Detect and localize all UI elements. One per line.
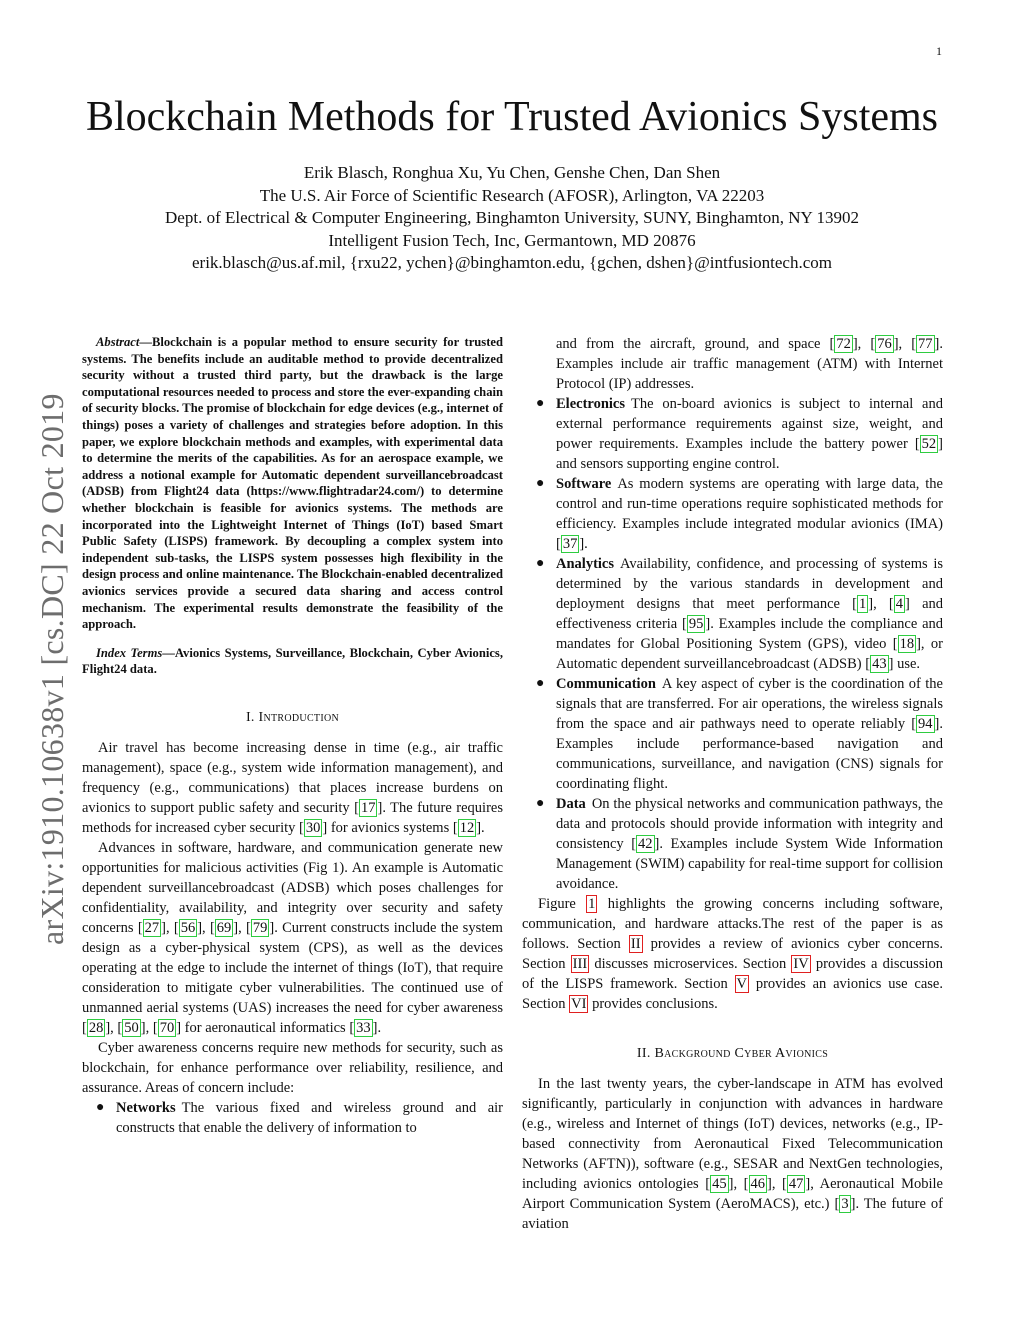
text-run: . The future requires methods for increased cyber security	[82, 799, 503, 836]
text-run: use.	[893, 656, 921, 672]
text-run: . Examples include the compliance and mandates for Global Positioning System (GPS), video	[556, 616, 944, 652]
text-run: and effectiveness criteria	[556, 596, 944, 632]
citation-link[interactable]: 1	[859, 596, 867, 612]
citation-link[interactable]: 52	[921, 436, 937, 452]
index-terms-label: Index Terms	[96, 645, 163, 660]
citation-link[interactable]: 45	[712, 1176, 727, 1192]
citation-link[interactable]: 69	[216, 919, 232, 936]
text-run: and from the aircraft, ground, and space	[556, 336, 830, 352]
index-terms-text: —Avionics Systems, Surveillance, Blockchain, Cyber Avionics, Flight24 data.	[82, 645, 503, 677]
list-item-text: The various fixed and wireless ground and air constructs that enable the delivery of information to	[116, 1099, 503, 1136]
bullet-icon: ●	[536, 556, 545, 571]
text-run: Advances in software, hardware, and communication generate new opportunities for malicious activities (Fig 1). An example is Automatic dependent surveillancebroadcast (ADSB) which poses challenges for confidentiality, availability, and integrity over security and safety concerns	[82, 839, 503, 936]
bullet-icon: ●	[536, 476, 545, 491]
text-run: . The future of aviation	[522, 1196, 944, 1232]
intro-paragraph-3: Cyber awareness concerns require new methods for security, such as blockchain, for enhance performance over reliability, resilience, and assurance. Areas of concern include:	[82, 1039, 503, 1096]
citation-link[interactable]: 43	[872, 656, 887, 672]
citation-link[interactable]: 72	[836, 336, 851, 352]
background-paragraph-1: In the last twenty years, the cyber-landscape in ATM has evolved significantly, particularly in conjunction with advances in hardware (e.g., wireless and Internet of things (IoT) devices, networks (e.g., IP-based connectivity from Aeronautical Fixed Telecommunication Networks (AFTN)), software (e.g., SESAR and NextGen technologies, including avionics ontologies [ 45 ], [ 46 ], [ 47 ], Aeronautical Mobile Airport Communication System (AeroMACS), etc.) [ 3 ]. The future of aviation	[522, 1076, 944, 1232]
text-run: As modern systems are operating with large data, the control and run-time operations require sophisticated methods for efficiency. Examples include integrated modular avionics (IMA)	[556, 476, 943, 532]
citation-link[interactable]: 12	[459, 819, 475, 836]
text-run: . Current constructs include the system design as a cyber-physical system (CPS), as well as the devices operating at the edge to include the internet of things (IoT), that require consideration to mitigate cyber vulnerabilities. The continued use of unmanned aerial systems (UAS) increases the need for cyber awareness	[82, 919, 503, 1016]
intro-paragraph-1: Air travel has become increasing dense in time (e.g., air traffic management), space (e.g., system wide information management), and frequency (e.g., communications) that places increase burdens on avionics to support public safety and security [ 17 ]. The future requires methods for increased cyber security [ 30 ] for avionics systems [ 12 ].	[82, 739, 503, 836]
list-item-data: ● Data On the physical networks and communication pathways, the data and protocols should provide information with integrity and consistency [ 42 ]. Examples include System Wide Information Management (SWIM) capability for real-time support for collision avoidance.	[536, 796, 944, 892]
affiliation-c: Intelligent Fusion Tech, Inc, Germantown, MD 20876	[328, 230, 696, 250]
bullet-icon: ●	[536, 796, 545, 811]
left-column	[82, 334, 503, 1138]
list-item-label: Electronics	[556, 396, 625, 412]
citation-link[interactable]: 33	[356, 1019, 371, 1036]
section-title: Background Cyber Avionics	[654, 1046, 829, 1061]
citation-link[interactable]: 42	[638, 836, 653, 852]
section-link[interactable]: II	[630, 936, 641, 952]
bullet-icon: ●	[536, 396, 545, 411]
list-item-label: Networks	[116, 1099, 176, 1116]
index-terms	[82, 645, 503, 678]
outline-paragraph	[522, 894, 943, 1014]
concern-list	[82, 1098, 503, 1138]
affiliation-b: Dept. of Electrical & Computer Engineering, Binghamton University, SUNY, Binghamton, NY 13902	[165, 208, 859, 227]
bullet-icon: ●	[96, 1099, 105, 1115]
text-run: . Examples include performance-based navigation and communications, surveillance, and navigation (CNS) signals for coordinating flight.	[556, 716, 943, 792]
citation-link[interactable]: 94	[918, 716, 933, 732]
text-run: Availability, confidence, and processing of systems is determined by the various standards in development and deployment designs that meet performance	[556, 556, 943, 612]
page-number: 1	[936, 44, 942, 58]
citation-link[interactable]: 4	[895, 596, 904, 612]
citation-link[interactable]: 56	[180, 919, 196, 936]
citation-link[interactable]: 17	[360, 799, 376, 816]
text-run: Figure	[538, 896, 587, 912]
citation-link[interactable]: 37	[562, 536, 578, 552]
bullet-icon: ●	[536, 676, 545, 691]
list-item-label: Software	[556, 476, 612, 492]
section-heading-background	[522, 1044, 943, 1064]
text-run: provides a review of avionics cyber concerns. Section	[522, 936, 943, 972]
citation-link[interactable]: 77	[918, 336, 933, 352]
concern-list-continued	[522, 334, 943, 894]
list-item-label: Communication	[556, 676, 656, 692]
list-item-analytics: ● Analytics Availability, confidence, and processing of systems is determined by the various standards in development and deployment designs that meet performance [ 1 ], [ 4 ] and effectiveness criteria [ 95 ]. Examples include the compliance and mandates for Global Positioning System (GPS), video [ 18 ], or Automatic dependent surveillancebroadcast (ADSB) [ 43 ] use.	[536, 556, 944, 672]
citation-link[interactable]: 70	[159, 1019, 175, 1036]
list-item-electronics: ● Electronics The on-board avionics is subject to internal and external performance requirements against size, weight, and power requirements. Examples include the battery power [ 52 ] and sensors supporting engine control.	[536, 396, 943, 472]
text-run: and sensors supporting engine control.	[556, 456, 780, 472]
list-item-communication: ● Communication A key aspect of cyber is the coordination of the signals that are transferred. For air operations, the wireless signals from the space and air pathways need to operate reliably [ 94 ]. Examples include performance-based navigation and communications, surveillance, and navigation (CNS) signals for coordinating flight.	[536, 676, 943, 792]
citation-link[interactable]: 95	[688, 616, 704, 632]
section-link[interactable]: VI	[571, 996, 587, 1012]
list-item-networks	[82, 1098, 503, 1138]
text-run: provides an avionics use case. Section	[522, 976, 943, 1012]
text-run: A key aspect of cyber is the coordination of the signals that are transferred. For air operations, the wireless signals from the space and air pathways need to operate reliably	[556, 676, 943, 732]
text-run: for aeronautical informatics	[181, 1019, 350, 1036]
section-number: I.	[245, 709, 259, 725]
section-heading-introduction	[82, 708, 503, 728]
citation-link[interactable]: 28	[88, 1019, 104, 1036]
text-run: , or Automatic dependent surveillancebroadcast (ADSB)	[556, 636, 943, 672]
text-run: provides a discussion of the LISPS framework. Section	[522, 956, 943, 992]
citation-link[interactable]: 76	[877, 336, 892, 352]
section-title: Introduction	[258, 709, 340, 725]
citation-link[interactable]: 50	[124, 1019, 139, 1036]
list-item-networks-continued: and from the aircraft, ground, and space [ 72 ], [ 76 ], [ 77 ]. Examples include air traffic management (ATM) with Internet Protocol (IP) addresses.	[556, 336, 943, 392]
citation-link[interactable]: 18	[899, 636, 915, 652]
abstract	[82, 334, 503, 633]
text-run: highlights the growing concerns including software, communication, and hardware attacks.The rest of the paper is as follows. Section	[522, 896, 944, 952]
intro-paragraph-2: Advances in software, hardware, and communication generate new opportunities for malicious activities (Fig 1). An example is Automatic dependent surveillancebroadcast (ADSB) which poses challenges for confidentiality, availability, and integrity over security and safety concerns [ 27 ], [ 56 ], [ 69 ], [ 79 ]. Current constructs include the system design as a cyber-physical system (CPS), as well as the devices operating at the edge to include the internet of things (IoT), that require consideration to mitigate cyber vulnerabilities. The continued use of unmanned aerial systems (UAS) increases the need for cyber awareness [ 28 ], [ 50 ], [ 70 ] for aeronautical informatics [ 33 ].	[82, 839, 503, 1036]
abstract-text: —Blockchain is a popular method to ensure security for trusted systems. The benefits include an auditable method to provide decentralized security without a trusted third party, but the drawback is the large computational resources needed to process and store the ever-expanding chain of security blocks. The promise of blockchain for edge devices (e.g., internet of things) poses a variety of challenges and strategies before adoption. In this paper, we explore blockchain methods and examples, with experimental data to determine the merits of the capabilities. As for an aerospace example, we address a notional example for Automatic dependent surveillancebroadcast (ADSB) from Flight24 data (https://www.flightradar24.com/) to determine whether blockchain is feasible for avionics systems. The methods are incorporated into the Lightweight Internet of Things (IoT) based Smart Public Safety (LISPS) framework. By decoupling a complex system into independent sub-tasks, the LISPS system possesses high flexibility in the design process and online maintenance. The Blockchain-enabled decentralized avionics services provide a secured data sharing and access control mechanism. The experimental results demonstrate the feasibility of the approach.	[82, 335, 503, 632]
text-run: Air travel has become increasing dense in time (e.g., air traffic management), space (e.g., system wide information management), and frequency (e.g., communications) that places increase burdens on avionics to support public safety and security	[82, 739, 503, 816]
section-link[interactable]: IV	[793, 956, 809, 972]
author-emails: erik.blasch@us.af.mil, {rxu22, ychen}@binghamton.edu, {gchen, dshen}@intfusiontech.com	[192, 253, 832, 272]
citation-link[interactable]: 47	[788, 1176, 804, 1192]
section-number: II.	[636, 1046, 655, 1061]
text-run: provides conclusions.	[588, 996, 718, 1012]
text-run: discusses microservices. Section	[589, 956, 792, 972]
list-item-software: ● Software As modern systems are operating with large data, the control and run-time operations require sophisticated methods for efficiency. Examples include integrated modular avionics (IMA) [ 37 ].	[536, 476, 943, 552]
paper-title: Blockchain Methods for Trusted Avionics Systems	[85, 94, 939, 140]
text-run: . Examples include System Wide Information Management (SWIM) capability for real-time support for collision avoidance.	[556, 836, 944, 892]
arxiv-stamp: arXiv:1910.10638v1 [cs.DC] 22 Oct 2019	[34, 393, 70, 945]
text-run: for avionics systems	[327, 819, 453, 836]
text-run: In the last twenty years, the cyber-landscape in ATM has evolved significantly, particularly in conjunction with advances in hardware (e.g., wireless and Internet of things (IoT) devices, networks (e.g., IP-based connectivity from Aeronautical Fixed Telecommunication Networks (AFTN)), software (e.g., SESAR and NextGen technologies, including avionics ontologies	[522, 1076, 943, 1192]
text-run: The on-board avionics is subject to internal and external performance requirements against size, weight, and power requirements. Examples include the battery power	[556, 396, 943, 452]
citation-link[interactable]: 27	[144, 919, 160, 936]
authors-line: Erik Blasch, Ronghua Xu, Yu Chen, Genshe Chen, Dan Shen	[303, 163, 721, 182]
list-item-label: Data	[556, 796, 586, 812]
citation-link[interactable]: 3	[841, 1196, 849, 1212]
section-link[interactable]: III	[572, 956, 588, 972]
affiliation-a: The U.S. Air Force of Scientific Research (AFOSR), Arlington, VA 22203	[259, 185, 765, 205]
text-run: , Aeronautical Mobile Airport Communication System (AeroMACS), etc.)	[522, 1176, 943, 1212]
text-run: . Examples include air traffic management (ATM) with Internet Protocol (IP) addresses.	[556, 336, 943, 392]
text-run: On the physical networks and communication pathways, the data and protocols should provide information with integrity and consistency	[556, 796, 943, 852]
author-block	[0, 162, 1024, 275]
section-link[interactable]: V	[736, 976, 748, 992]
abstract-label: Abstract	[96, 335, 140, 349]
citation-link[interactable]: 30	[305, 819, 321, 836]
citation-link[interactable]: 79	[252, 919, 268, 936]
citation-link[interactable]: 46	[750, 1176, 765, 1192]
figure-link[interactable]: 1	[588, 896, 596, 912]
right-column	[522, 334, 943, 1234]
list-item-label: Analytics	[556, 556, 614, 572]
